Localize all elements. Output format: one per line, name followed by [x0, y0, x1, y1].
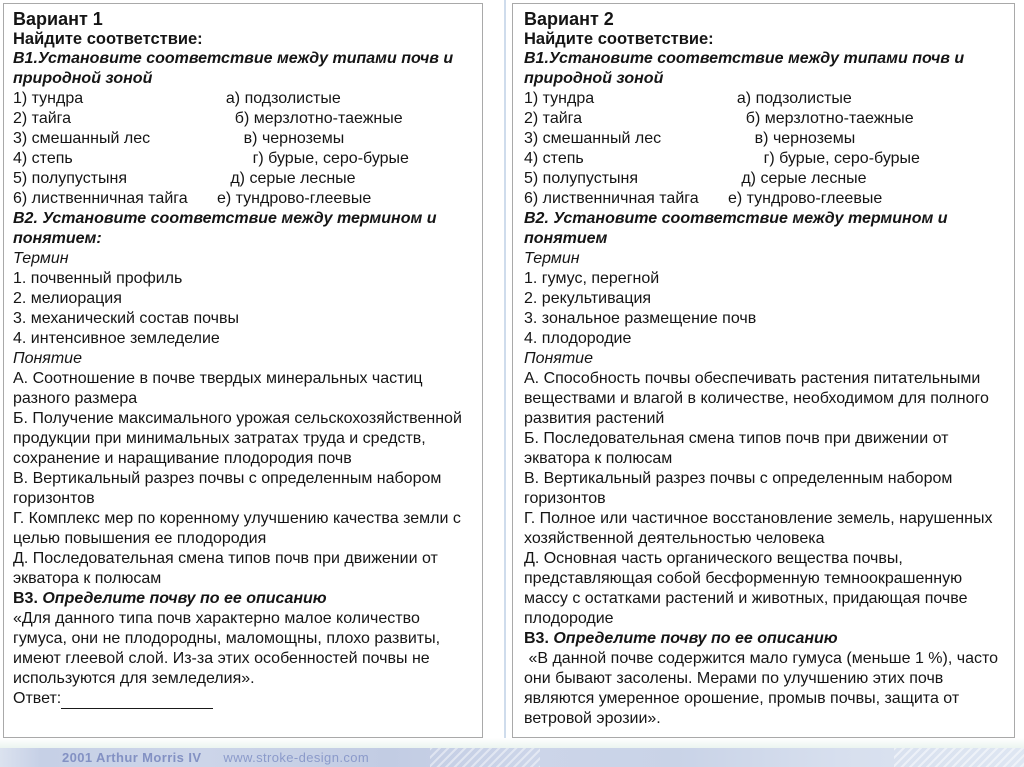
pair-right: а) подзолистые [728, 90, 852, 107]
term-item: 4. интенсивное земледелие [13, 330, 220, 347]
match-pair [524, 129, 1006, 149]
pair-right: в) черноземы [728, 130, 856, 147]
concept-item: В. Вертикальный разрез почвы с определенным набором горизонтов [13, 470, 442, 507]
variant2-panel [512, 3, 1015, 738]
pair-right: в) черноземы [217, 130, 345, 147]
pair-left: 3) смешанный лес [524, 130, 662, 147]
match-pair [13, 169, 474, 189]
pair-left: 4) степь [524, 150, 584, 167]
variant1-b2-heading: В2. Установите соответствие между термином и понятием: [13, 210, 437, 247]
answer-row [13, 689, 474, 709]
concept-item: Д. Основная часть органического вещества почвы, представляющая собой бесформенную темноокрашенную массу с остатками растений и животных, придающая почве плодородие [524, 550, 968, 627]
pair-right: б) мерзлотно-таежные [217, 110, 403, 127]
pair-left: 1) тундра [13, 90, 84, 107]
match-pair [13, 189, 474, 209]
match-pair [524, 149, 1006, 169]
term-label: Термин [13, 250, 69, 267]
pair-left: 6) лиственничная тайга [524, 190, 699, 207]
pair-left: 2) тайга [524, 110, 583, 127]
variant2-intro: Найдите соответствие: [524, 30, 714, 48]
answer-label: Ответ: [13, 690, 62, 707]
concept-item: Г. Полное или частичное восстановление земель, нарушенных хозяйственной деятельностью человека [524, 510, 993, 547]
variant1-b1-heading: В1.Установите соответствие между типами почв и природной зоной [13, 50, 454, 87]
footer-website: www.stroke-design.com [223, 750, 370, 765]
concept-item: Г. Комплекс мер по коренному улучшению качества земли с целью повышения ее плодородия [13, 510, 461, 547]
term-item: 2. рекультивация [524, 290, 652, 307]
concept-label: Понятие [524, 350, 593, 367]
pair-right: б) мерзлотно-таежные [728, 110, 914, 127]
concept-item: А. Способность почвы обеспечивать растения питательными веществами и влагой в количестве, необходимом для полного развития растений [524, 370, 989, 427]
variant1-title: Вариант 1 [13, 9, 103, 29]
pair-left: 3) смешанный лес [13, 130, 151, 147]
term-item: 2. мелиорация [13, 290, 122, 307]
variant1-b3-heading [13, 589, 474, 609]
variant2-b2-heading: В2. Установите соответствие между термином и понятием [524, 210, 948, 247]
footer-credit: 2001 Arthur Morris IV [62, 750, 202, 765]
concept-item: В. Вертикальный разрез почвы с определенным набором горизонтов [524, 470, 953, 507]
variant2-b3-heading [524, 629, 1006, 649]
column-divider [504, 0, 506, 748]
pair-right: г) бурые, серо-бурые [728, 150, 920, 167]
variant1-panel [3, 3, 483, 738]
term-item: 1. гумус, перегной [524, 270, 660, 287]
match-pair [524, 169, 1006, 189]
pair-left: 2) тайга [13, 110, 72, 127]
b3-number: В3. [13, 590, 38, 607]
variant2-b1-heading: В1.Установите соответствие между типами почв и природной зоной [524, 50, 965, 87]
term-item: 1. почвенный профиль [13, 270, 183, 287]
variant2-title: Вариант 2 [524, 9, 614, 29]
pair-left: 4) степь [13, 150, 73, 167]
pair-left: 5) полупустыня [524, 170, 639, 187]
variant1-intro: Найдите соответствие: [13, 30, 203, 48]
pair-right: а) подзолистые [217, 90, 341, 107]
b3-heading-text: Определите почву по ее описанию [37, 590, 327, 607]
pair-left: 5) полупустыня [13, 170, 128, 187]
concept-item: Д. Последовательная смена типов почв при движении от экватора к полюсам [13, 550, 438, 587]
match-pair [524, 89, 1006, 109]
pair-left: 6) лиственничная тайга [13, 190, 188, 207]
pair-right: г) бурые, серо-бурые [217, 150, 409, 167]
term-label: Термин [524, 250, 580, 267]
concept-label: Понятие [13, 350, 82, 367]
footer-band [0, 748, 1024, 767]
match-pair [524, 189, 1006, 209]
pair-right: д) серые лесные [728, 170, 867, 187]
answer-blank [61, 691, 213, 709]
pair-right: е) тундрово-глеевые [728, 190, 883, 207]
term-item: 3. механический состав почвы [13, 310, 239, 327]
match-pair [13, 129, 474, 149]
pair-left: 1) тундра [524, 90, 595, 107]
term-item: 3. зональное размещение почв [524, 310, 757, 327]
b3-number: В3. [524, 630, 549, 647]
concept-item: Б. Получение максимального урожая сельскохозяйственной продукции при минимальных затратах труда и средств, сохранение и наращивание плодородия почв [13, 410, 462, 467]
concept-item: А. Соотношение в почве твердых минеральных частиц разного размера [13, 370, 423, 407]
b3-heading-text: Определите почву по ее описанию [548, 630, 838, 647]
footer-accent-strip [0, 738, 1024, 748]
match-pair [524, 109, 1006, 129]
match-pair [13, 109, 474, 129]
match-pair [13, 89, 474, 109]
soil-description: «Для данного типа почв характерно малое количество гумуса, они не плодородны, маломощны, плохо развиты, имеют глеевой слой. Из-за этих особенностей почвы не используются для земледелия». [13, 610, 445, 687]
term-item: 4. плодородие [524, 330, 632, 347]
pair-right: е) тундрово-глеевые [217, 190, 372, 207]
match-pair [13, 149, 474, 169]
soil-description: «В данной почве содержится мало гумуса (меньше 1 %), часто они бывают засолены. Мерами по улучшению этих почв являются умеренное орошение, промыв почвы, защита от ветровой эрозии». [524, 650, 1003, 727]
concept-item: Б. Последовательная смена типов почв при движении от экватора к полюсам [524, 430, 949, 467]
pair-right: д) серые лесные [217, 170, 356, 187]
